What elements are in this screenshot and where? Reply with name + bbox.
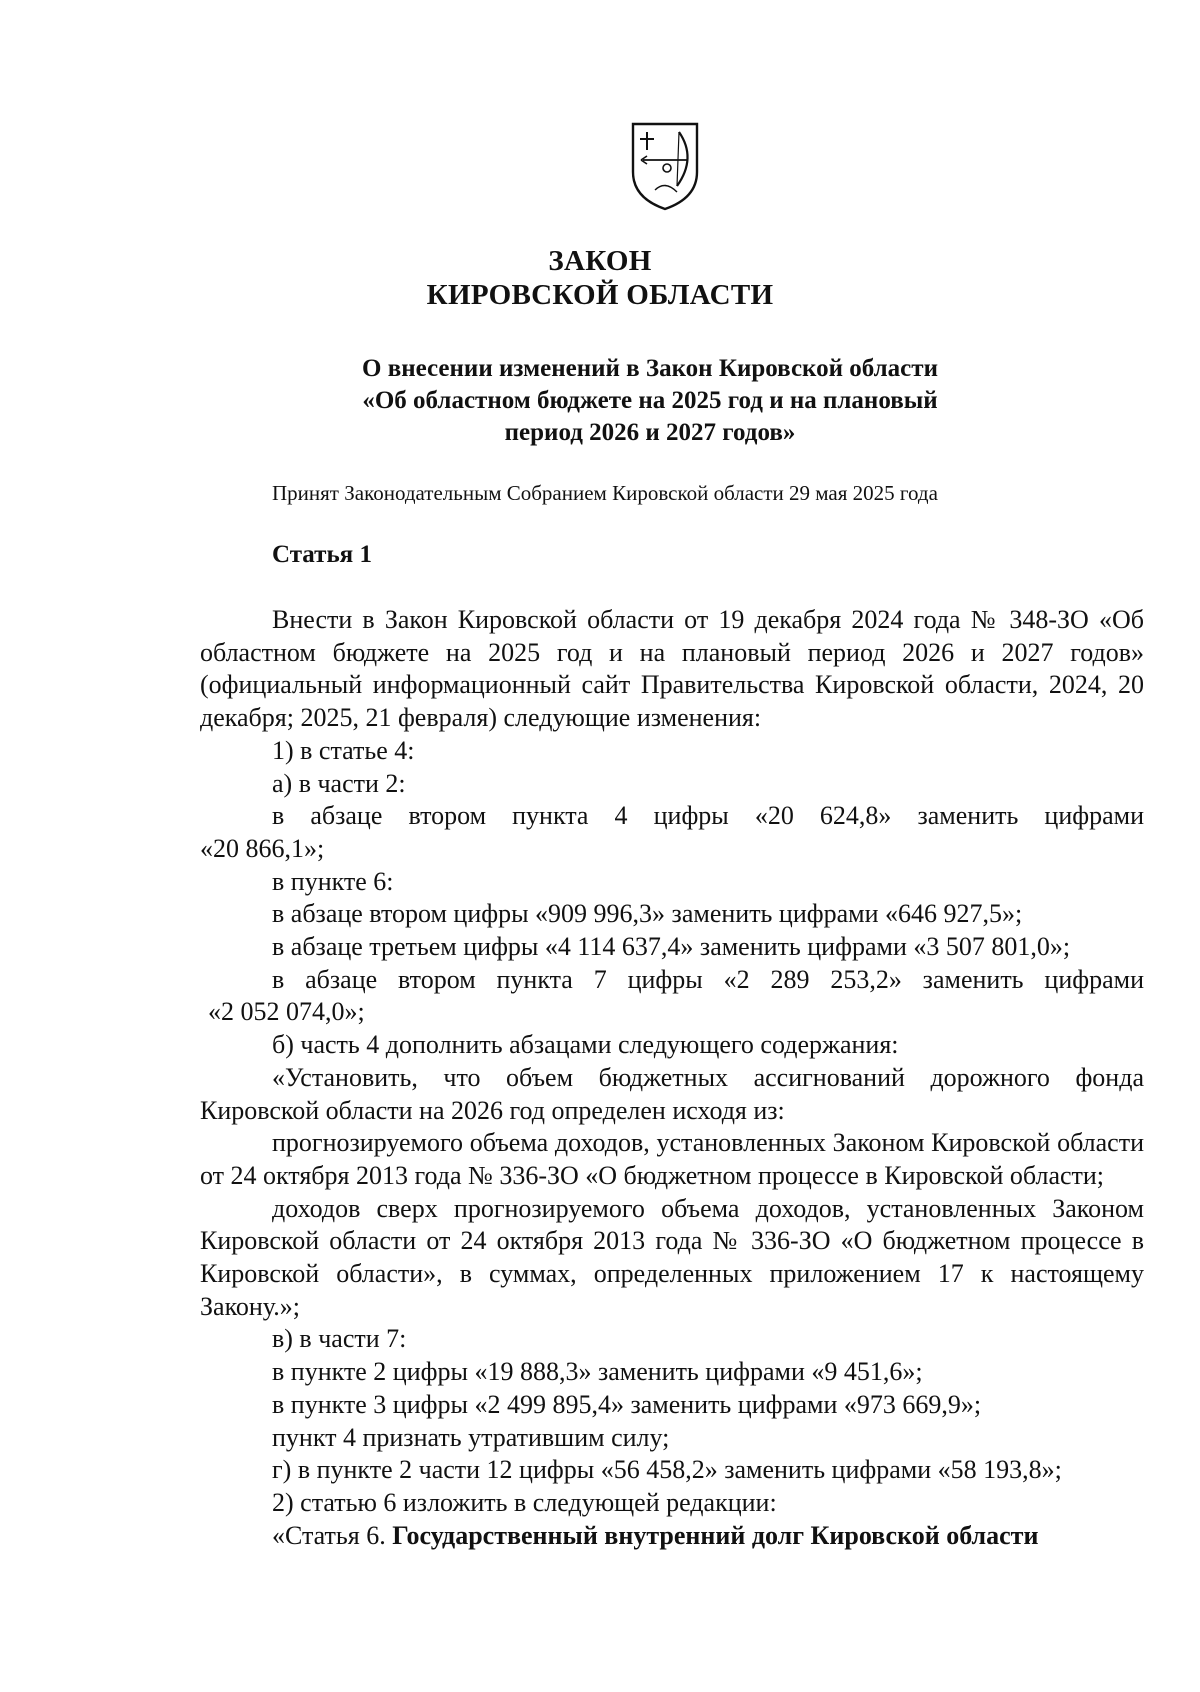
paragraph: в пункте 6: <box>272 866 394 896</box>
paragraph: в абзаце втором цифры «909 996,3» заменить цифрами «646 927,5»; <box>272 899 1023 929</box>
paragraph: в пункте 2 цифры «19 888,3» заменить цифрами «9 451,6»; <box>272 1357 923 1387</box>
paragraph: в) в части 7: <box>272 1324 407 1354</box>
paragraph: «Установить, что объем бюджетных ассигнований дорожного фонда Кировской области на 2026 год определен исходя из: <box>200 1062 1144 1125</box>
paragraph: в абзаце третьем цифры «4 114 637,4» заменить цифрами «3 507 801,0»; <box>272 932 1071 962</box>
paragraph: «2 052 074,0»; <box>208 997 365 1027</box>
paragraph: пункт 4 признать утратившим силу; <box>272 1422 670 1452</box>
coat-of-arms-icon <box>627 120 703 212</box>
paragraph: г) в пункте 2 части 12 цифры «56 458,2» заменить цифрами «58 193,8»; <box>272 1455 1062 1485</box>
paragraph: в абзаце втором пункта 7 цифры «2 289 253,2» заменить цифрами <box>272 964 1144 994</box>
article-6-title: Государственный внутренний долг Кировской области <box>392 1520 1039 1550</box>
subtitle-line: «Об областном бюджете на 2025 год и на плановый <box>362 387 938 414</box>
adoption-note: Принят Законодательным Собранием Кировской области 29 мая 2025 года <box>272 481 938 505</box>
subtitle-line: период 2026 и 2027 годов» <box>504 419 796 446</box>
document-title-line1: ЗАКОН <box>548 245 652 277</box>
document-title-line2: КИРОВСКОЙ ОБЛАСТИ <box>426 279 774 311</box>
article-6-prefix: «Статья 6. <box>272 1520 393 1550</box>
paragraph: доходов сверх прогнозируемого объема доходов, установленных Законом Кировской области от 24 октября 2013 года № 336-ЗО «О бюджетном процессе в Кировской области», в суммах, определенных приложением 17 к настоящему Закону.»; <box>200 1193 1144 1321</box>
paragraph: в пункте 3 цифры «2 499 895,4» заменить цифрами «973 669,9»; <box>272 1389 982 1419</box>
paragraph: прогнозируемого объема доходов, установленных Законом Кировской области от 24 октября 2013 года № 336-ЗО «О бюджетном процессе в Кировской области; <box>200 1128 1144 1190</box>
law-subtitle <box>300 353 1000 449</box>
paragraph: 1) в статье 4: <box>272 735 415 765</box>
paragraph: 2) статью 6 изложить в следующей редакции: <box>272 1487 777 1517</box>
paragraph: «20 866,1»; <box>200 833 325 863</box>
paragraph: Внести в Закон Кировской области от 19 декабря 2024 года № 348-ЗО «Об областном бюджете на 2025 год и на плановый период 2026 и 2027 годов» (официальный информационный сайт Правительства Кировской области, 2024, 20 декабря; 2025, 21 февраля) следующие изменения: <box>200 605 1144 733</box>
paragraph: в абзаце втором пункта 4 цифры «20 624,8» заменить цифрами <box>272 801 1144 831</box>
subtitle-line: О внесении изменений в Закон Кировской области <box>362 355 938 382</box>
article-body <box>200 604 1144 1552</box>
paragraph: б) часть 4 дополнить абзацами следующего содержания: <box>272 1030 899 1060</box>
article-heading: Статья 1 <box>272 541 372 568</box>
paragraph: а) в части 2: <box>272 768 406 798</box>
article-6-heading <box>200 1520 1144 1553</box>
